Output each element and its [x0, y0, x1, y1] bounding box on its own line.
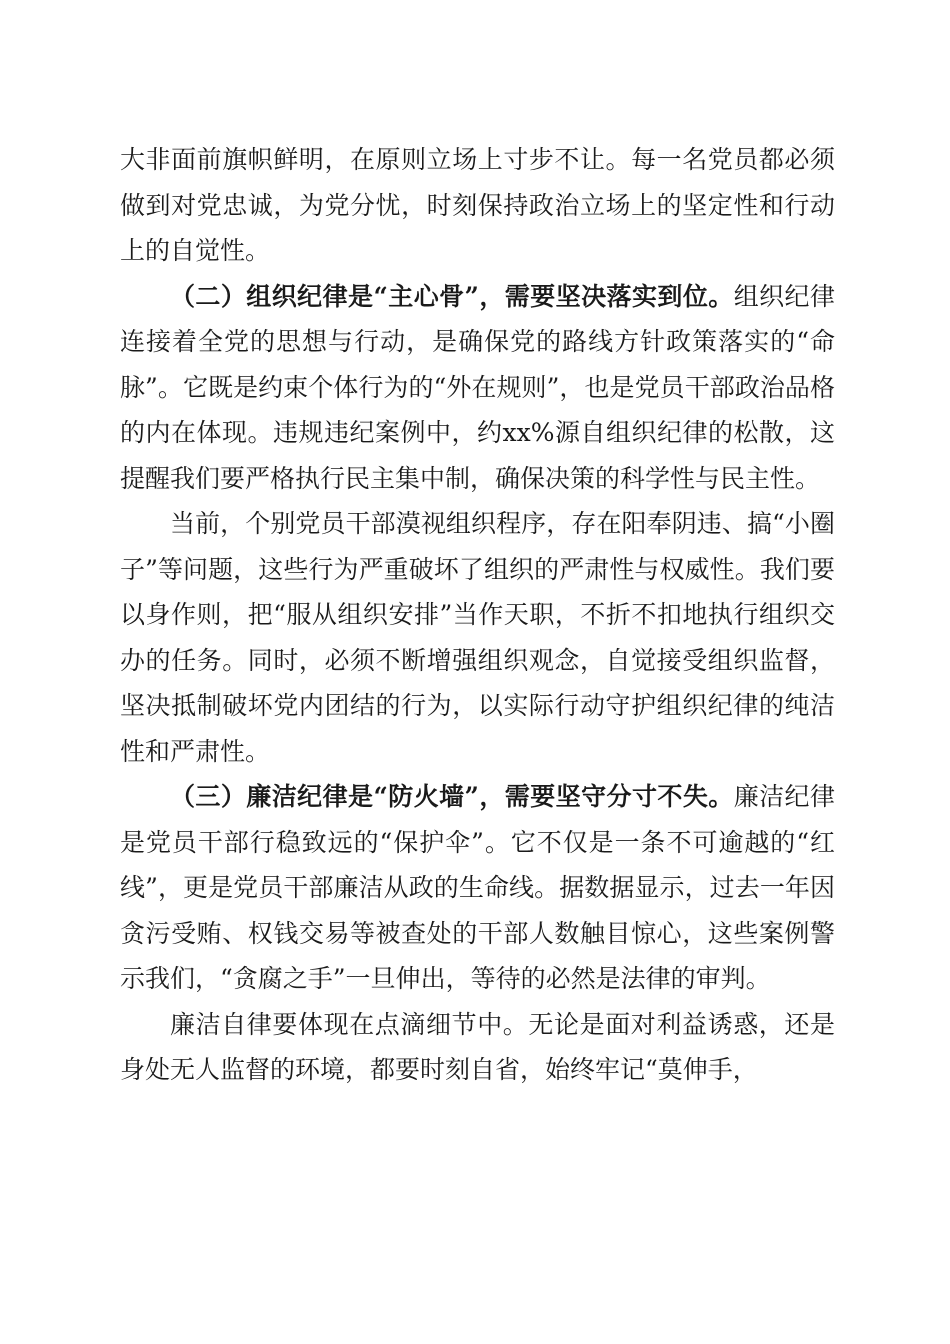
- section-heading-three: （三）廉洁纪律是“防火墙”，需要坚守分寸不失。: [170, 782, 734, 811]
- body-text: [120, 137, 835, 1093]
- paragraph-self-discipline: [120, 1002, 835, 1093]
- paragraph-continuation: [120, 137, 835, 274]
- section-heading-two: （二）组织纪律是“主心骨”，需要坚决落实到位。: [170, 281, 734, 311]
- paragraph-text: 当前，个别党员干部漠视组织程序，存在阳奉阴违、搞“小圈子”等问题，这些行为严重破坏了组织的严肃性与权威性。我们要以身作则，把“服从组织安排”当作天职，不折不扣地执行组织交办的任务。同时，必须不断增强组织观念，自觉接受组织监督，坚决抵制破坏党内团结的行为，以实际行动守护组织纪律的纯洁性和严肃性。: [120, 509, 835, 766]
- paragraph-text: 组织纪律连接着全党的思想与行动，是确保党的路线方针政策落实的“命脉”。它既是约束个体行为的“外在规则”，也是党员干部政治品格的内在体现。违规违纪案例中，约xx%源自组织纪律的松散，这提醒我们要严格执行民主集中制，确保决策的科学性与民主性。: [120, 281, 835, 493]
- paragraph-current-issues: [120, 501, 835, 774]
- paragraph-organizational-discipline: [120, 274, 835, 502]
- paragraph-text: 廉洁纪律是党员干部行稳致远的“保护伞”。它不仅是一条不可逾越的“红线”，更是党员干部廉洁从政的生命线。据数据显示，过去一年因贪污受贿、权钱交易等被查处的干部人数触目惊心，这些案例警示我们，“贪腐之手”一旦伸出，等待的必然是法律的审判。: [120, 782, 835, 993]
- paragraph-text: 廉洁自律要体现在点滴细节中。无论是面对利益诱惑，还是身处无人监督的环境，都要时刻自省，始终牢记“莫伸手，: [120, 1009, 835, 1084]
- paragraph-integrity-discipline: [120, 774, 835, 1002]
- paragraph-text: 大非面前旗帜鲜明，在原则立场上寸步不让。每一名党员都必须做到对党忠诚，为党分忧，时刻保持政治立场上的坚定性和行动上的自觉性。: [120, 145, 835, 265]
